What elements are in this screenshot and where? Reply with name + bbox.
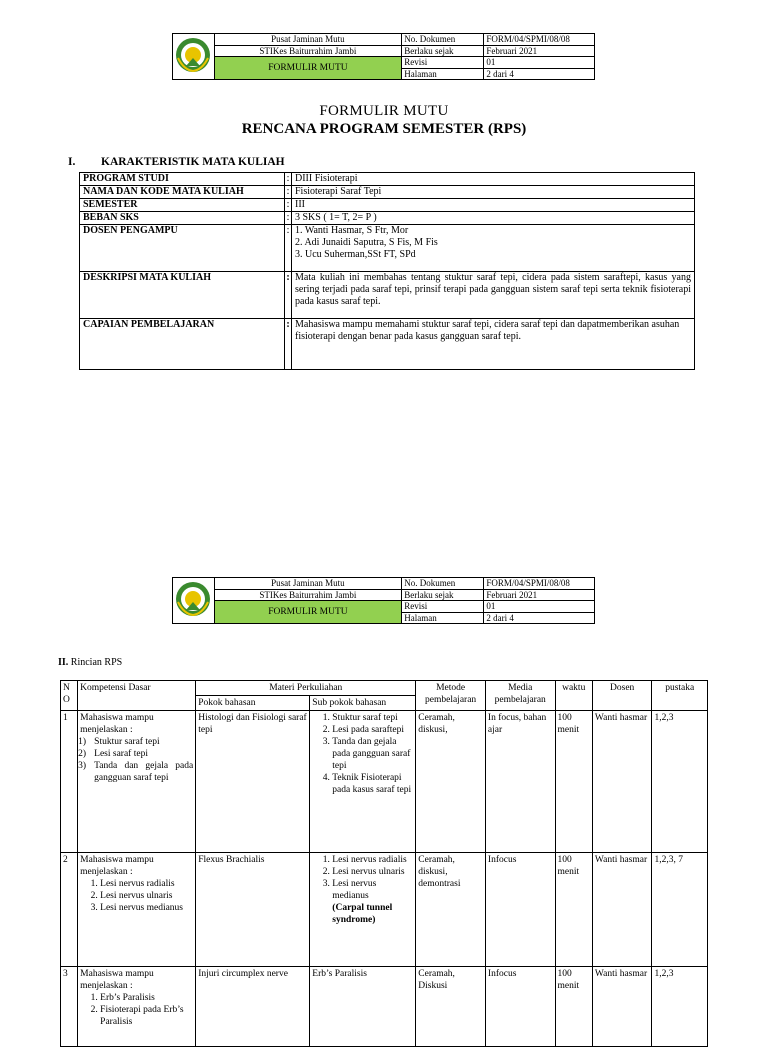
list-item: 2) Lesi saraf tepi <box>78 749 148 759</box>
colon: : <box>285 186 292 199</box>
colon: : <box>285 212 292 225</box>
table-row <box>61 967 708 1047</box>
cell-pustaka: 1,2,3, 7 <box>652 853 708 967</box>
row-value: Fisioterapi Saraf Tepi <box>292 186 695 199</box>
form-title: FORMULIR MUTU <box>319 103 449 119</box>
cell-waktu: 100 menit <box>555 711 592 853</box>
kompetensi-list <box>80 992 193 1028</box>
lecturer-list <box>292 225 695 272</box>
colon: : <box>285 173 292 186</box>
cell-kompetensi <box>78 967 196 1047</box>
logo-cell <box>173 34 215 80</box>
row-value: DIII Fisioterapi <box>292 173 695 186</box>
cell-dosen: Wanti hasmar <box>592 853 652 967</box>
cell-kompetensi <box>78 853 196 967</box>
cell-metode: Ceramah, diskusi, <box>416 711 486 853</box>
row-label: PROGRAM STUDI <box>80 173 285 186</box>
meta-label: Berlaku sejak <box>402 589 484 601</box>
list-item: 4. Teknik Fisioterapi pada kasus saraf tepi <box>332 772 413 796</box>
meta-value: FORM/04/SPMI/08/08 <box>484 34 595 46</box>
cell-no: 1 <box>61 711 78 853</box>
colon: : <box>285 319 292 370</box>
list-item: 3. Lesi nervus medianus <box>100 902 193 914</box>
meta-value: 2 dari 4 <box>484 68 595 80</box>
meta-label: No. Dokumen <box>402 578 484 590</box>
org-line1: Pusat Jaminan Mutu <box>214 578 402 590</box>
lecturer-item: 2. Adi Junaidi Saputra, S Fis, M Fis <box>295 237 438 248</box>
col-header-no: N O <box>61 681 78 711</box>
row-label: DOSEN PENGAMPU <box>80 225 285 272</box>
cell-no: 3 <box>61 967 78 1047</box>
cell-pokok: Injuri circumplex nerve <box>196 967 310 1047</box>
list-item: 1. Erb’s Paralisis <box>100 992 193 1004</box>
form-label: FORMULIR MUTU <box>214 57 402 80</box>
row-label: CAPAIAN PEMBELAJARAN <box>80 319 285 370</box>
sub-list <box>312 854 413 902</box>
org-line2: STIKes Baiturrahim Jambi <box>214 589 402 601</box>
row-label: SEMESTER <box>80 199 285 212</box>
org-line1: Pusat Jaminan Mutu <box>214 34 402 46</box>
meta-value: 2 dari 4 <box>484 612 595 624</box>
section2-heading <box>58 657 122 668</box>
row-label: DESKRIPSI MATA KULIAH <box>80 272 285 319</box>
list-item: 1. Lesi nervus radialis <box>332 854 413 866</box>
list-item: 3) Tanda dan gejala pada gangguan saraf tepi <box>78 761 194 783</box>
row-value: Mata kuliah ini membahas tentang stuktur saraf tepi, cidera pada sistem saraftepi, kasus yang sering terjadi pada saraf tepi, prinsif terapi pada gangguan sistem saraf tepi serta teknik fisioterapi pada kasus saraf tepi. <box>292 272 695 319</box>
document-header <box>172 33 595 80</box>
col-header-pokok: Pokok bahasan <box>196 696 310 711</box>
col-header-dosen: Dosen <box>592 681 652 711</box>
list-item: 2. Lesi nervus ulnaris <box>332 866 413 878</box>
cell-media: Infocus <box>485 967 555 1047</box>
list-item: 1. Stuktur saraf tepi <box>332 712 413 724</box>
institution-logo-icon <box>174 36 212 74</box>
cell-metode: Ceramah, Diskusi <box>416 967 486 1047</box>
meta-label: Revisi <box>402 57 484 69</box>
colon: : <box>285 225 292 272</box>
kompetensi-intro: Mahasiswa mampu menjelaskan : <box>80 855 154 877</box>
col-header-sub: Sub pokok bahasan <box>310 696 416 711</box>
list-item: 2. Lesi nervus ulnaris <box>100 890 193 902</box>
section-title: Rincian RPS <box>70 657 123 668</box>
cell-dosen: Wanti hasmar <box>592 711 652 853</box>
cell-pokok: Flexus Brachialis <box>196 853 310 967</box>
cell-sub <box>310 853 416 967</box>
table-row <box>61 853 708 967</box>
cell-no: 2 <box>61 853 78 967</box>
cell-dosen: Wanti hasmar <box>592 967 652 1047</box>
col-header-media: Media pembelajaran <box>485 681 555 711</box>
meta-value: 01 <box>484 57 595 69</box>
course-characteristics-table <box>79 172 695 370</box>
row-label: NAMA DAN KODE MATA KULIAH <box>80 186 285 199</box>
cell-sub <box>310 711 416 853</box>
sub-list <box>312 712 413 796</box>
row-value: III <box>292 199 695 212</box>
kompetensi-intro: Mahasiswa mampu menjelaskan : <box>80 713 154 735</box>
list-item: 2. Fisioterapi pada Erb’s Paralisis <box>100 1004 193 1028</box>
cell-waktu: 100 menit <box>555 967 592 1047</box>
colon: : <box>285 272 292 319</box>
table-row <box>61 711 708 853</box>
rps-detail-table <box>60 680 708 1047</box>
meta-value: Februari 2021 <box>484 589 595 601</box>
colon: : <box>285 199 292 212</box>
institution-logo-icon <box>174 580 212 618</box>
list-item: 3. Tanda dan gejala pada gangguan saraf tepi <box>332 736 413 772</box>
cell-media: Infocus <box>485 853 555 967</box>
form-label: FORMULIR MUTU <box>214 601 402 624</box>
section1-heading <box>68 156 285 168</box>
document-header <box>172 577 595 624</box>
lecturer-item: 3. Ucu Suherman,SSt FT, SPd <box>295 249 416 260</box>
meta-value: FORM/04/SPMI/08/08 <box>484 578 595 590</box>
col-header-pustaka: pustaka <box>652 681 708 711</box>
section-number: I. <box>68 156 76 168</box>
meta-label: Berlaku sejak <box>402 45 484 57</box>
cell-pustaka: 1,2,3 <box>652 967 708 1047</box>
list-item: 1. Lesi nervus radialis <box>100 878 193 890</box>
cell-sub: Erb’s Paralisis <box>310 967 416 1047</box>
cell-metode: Ceramah, diskusi, demontrasi <box>416 853 486 967</box>
meta-value: 01 <box>484 601 595 613</box>
row-label: BEBAN SKS <box>80 212 285 225</box>
cell-pokok: Histologi dan Fisiologi saraf tepi <box>196 711 310 853</box>
logo-cell <box>173 578 215 624</box>
cell-pustaka: 1,2,3 <box>652 711 708 853</box>
meta-label: Halaman <box>402 612 484 624</box>
row-value: Mahasiswa mampu memahami stuktur saraf tepi, cidera saraf tepi dan dapatmemberikan asuhan fisioterapi dengan benar pada kasus gangguan saraf tepi. <box>292 319 695 370</box>
kompetensi-list <box>80 736 193 784</box>
col-header-materi: Materi Perkuliahan <box>196 681 416 696</box>
col-header-waktu: waktu <box>555 681 592 711</box>
document-title: RENCANA PROGRAM SEMESTER (RPS) <box>241 121 527 137</box>
list-item: 2. Lesi pada saraftepi <box>332 724 413 736</box>
row-value: 3 SKS ( 1= T, 2= P ) <box>292 212 695 225</box>
col-header-metode: Metode pembelajaran <box>416 681 486 711</box>
list-item: 3. Lesi nervus medianus <box>332 878 413 902</box>
meta-label: Halaman <box>402 68 484 80</box>
cell-media: In focus, bahan ajar <box>485 711 555 853</box>
cell-waktu: 100 menit <box>555 853 592 967</box>
kompetensi-list <box>80 878 193 914</box>
meta-value: Februari 2021 <box>484 45 595 57</box>
sub-extra: (Carpal tunnel syndrome) <box>332 903 393 925</box>
lecturer-item: 1. Wanti Hasmar, S Ftr, Mor <box>295 225 409 236</box>
col-header-kompetensi: Kompetensi Dasar <box>78 681 196 711</box>
cell-kompetensi <box>78 711 196 853</box>
meta-label: No. Dokumen <box>402 34 484 46</box>
meta-label: Revisi <box>402 601 484 613</box>
list-item: 1) Stuktur saraf tepi <box>78 737 160 747</box>
section-title: KARAKTERISTIK MATA KULIAH <box>101 156 285 168</box>
org-line2: STIKes Baiturrahim Jambi <box>214 45 402 57</box>
section-number: II. <box>58 657 69 668</box>
kompetensi-intro: Mahasiswa mampu menjelaskan : <box>80 969 154 991</box>
